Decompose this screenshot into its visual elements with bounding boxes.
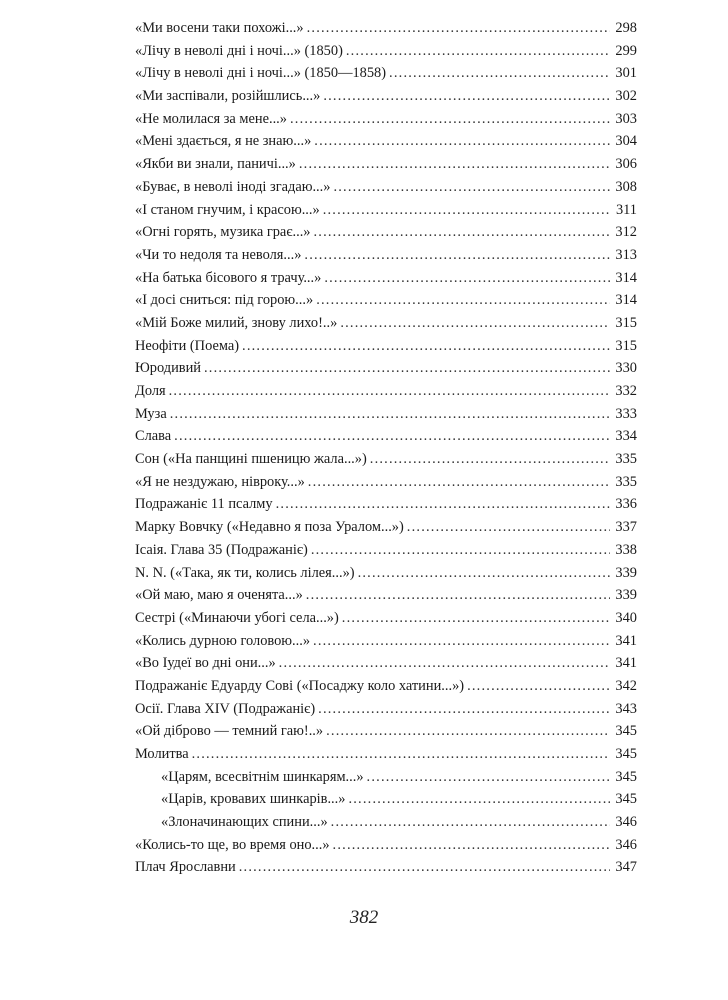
dot-leader: [192, 743, 610, 766]
toc-entry-title: «Ой маю, маю я оченята...»: [135, 587, 303, 604]
dot-leader: [311, 539, 610, 562]
toc-entry-page: 312: [615, 224, 637, 241]
toc-entry-title: «Ми восени таки похожі...»: [135, 20, 304, 36]
toc-entry-page: 306: [615, 156, 637, 173]
toc-entry: [135, 403, 637, 426]
toc-entry-page: 335: [615, 473, 637, 490]
toc-entry-title: «Злоначинающих спини...»: [161, 814, 328, 831]
dot-leader: [389, 62, 610, 85]
toc-entry-page: 340: [615, 609, 637, 626]
toc-entry-page: 342: [615, 677, 637, 694]
toc-entry: [135, 584, 637, 607]
toc-entry-page: 339: [615, 564, 637, 581]
dot-leader: [239, 856, 610, 879]
toc-entry-page: 315: [615, 337, 637, 354]
toc-entry-title: Сестрі («Минаючи убогі села...»): [135, 609, 339, 626]
toc-entry: [135, 221, 637, 244]
toc-entry-title: Ісаія. Глава 35 (Подражаніє): [135, 541, 308, 558]
toc-entry-title: «Колись-то ще, во время оно...»: [135, 836, 330, 853]
toc-entry-page: 345: [615, 746, 637, 762]
dot-leader: [333, 834, 610, 857]
toc-entry-page: 315: [615, 314, 637, 331]
toc-entry-page: 301: [615, 65, 637, 82]
dot-leader: [308, 471, 610, 494]
toc-entry-page: 308: [615, 178, 637, 195]
dot-leader: [299, 153, 610, 176]
dot-leader: [313, 221, 610, 244]
toc-entry: [135, 176, 637, 199]
toc-entry-title: «І досі сниться: під горою...»: [135, 292, 314, 309]
toc-entry: [135, 448, 637, 471]
toc-entry-page: 304: [615, 133, 637, 150]
toc-entry-title: «Чи то недоля та неволя...»: [135, 246, 302, 263]
dot-leader: [242, 335, 610, 358]
dot-leader: [290, 108, 610, 131]
toc-entry-title: «Колись дурною головою...»: [135, 632, 311, 649]
toc-entry-page: 303: [615, 110, 637, 127]
toc-entry-title: «На батька бісового я трачу...»: [135, 269, 322, 286]
toc-entry-page: 332: [615, 383, 637, 399]
page-number: 382: [349, 907, 379, 928]
toc-entry-page: 302: [615, 88, 637, 105]
toc-entry: [135, 40, 637, 63]
toc-entry: [135, 493, 637, 516]
dot-leader: [340, 312, 610, 335]
toc-entry-title: «Лічу в неволі дні і ночі...» (1850—1858): [135, 65, 387, 82]
toc-entry: [135, 607, 637, 630]
toc-entry-title: Плач Ярославни: [135, 859, 236, 876]
toc-entry-title: Подражаніє Едуарду Сові («Посаджу коло хатини...»): [135, 677, 465, 694]
toc-entry-page: 346: [615, 814, 637, 831]
toc-entry-title: «Царів, кровавих шинкарів...»: [161, 791, 346, 808]
dot-leader: [323, 85, 610, 108]
dot-leader: [314, 130, 610, 153]
toc-entry-title: «Не молилася за мене...»: [135, 110, 287, 127]
toc-entry: [135, 335, 637, 358]
toc-entry-title: «Ми заспівали, розійшлись...»: [135, 88, 321, 105]
toc-entry: [135, 289, 637, 312]
dot-leader: [307, 17, 610, 40]
toc-entry: [135, 630, 637, 653]
toc-entry-page: 341: [615, 655, 637, 672]
toc-entry-title: Марку Вовчку («Недавно я поза Уралом...»): [135, 519, 404, 536]
dot-leader: [370, 448, 610, 471]
toc-entry-title: Подражаніє 11 псалму: [135, 496, 273, 513]
toc-entry: [135, 267, 637, 290]
toc-entry: [135, 153, 637, 176]
toc-entry: [135, 788, 637, 811]
toc-entry-page: 339: [615, 587, 637, 604]
dot-leader: [304, 244, 610, 267]
toc-entry: [135, 539, 637, 562]
toc-entry-page: 330: [615, 360, 637, 377]
dot-leader: [346, 40, 610, 63]
dot-leader: [169, 380, 610, 403]
toc-entry-title: Неофіти (Поема): [135, 337, 240, 354]
toc-entry: [135, 562, 637, 585]
toc-entry-title: «Лічу в неволі дні і ночі...» (1850): [135, 42, 343, 59]
dot-leader: [324, 267, 610, 290]
dot-leader: [279, 652, 610, 675]
dot-leader: [326, 720, 610, 743]
toc-entry-title: «Я не нездужаю, нівроку...»: [135, 473, 305, 490]
toc-entry-title: «Во Іудеї во дні они...»: [135, 655, 276, 672]
toc-entry: [135, 85, 637, 108]
toc-entry-page: 333: [615, 405, 637, 422]
toc-entry: [135, 652, 637, 675]
toc-entry: [135, 380, 637, 403]
toc-entry: [135, 244, 637, 267]
toc-entry: [135, 17, 637, 40]
toc-entry: [135, 312, 637, 335]
toc-entry-title: «І станом гнучим, і красою...»: [135, 201, 320, 218]
toc-entry-page: 311: [615, 201, 637, 218]
toc-entry: [135, 357, 637, 380]
toc-entry-title: Доля: [135, 383, 166, 399]
dot-leader: [318, 698, 610, 721]
toc-entry-title: «Огні горять, музика грає...»: [135, 224, 311, 241]
toc-entry: [135, 720, 637, 743]
toc-entry-page: 345: [615, 768, 637, 785]
dot-leader: [316, 289, 610, 312]
toc-entry-page: 346: [615, 836, 637, 853]
dot-leader: [333, 176, 610, 199]
toc-entry-page: 338: [615, 541, 637, 558]
toc-entry: [135, 130, 637, 153]
toc-entry: [135, 516, 637, 539]
toc-entry-page: 313: [615, 246, 637, 263]
toc-entry-title: Юродивий: [135, 360, 201, 377]
toc-entry: [135, 743, 637, 766]
toc-entry-page: 334: [615, 428, 637, 445]
toc-entry: [135, 698, 637, 721]
toc-entry-page: 341: [615, 632, 637, 649]
table-of-contents: [135, 17, 637, 879]
dot-leader: [204, 357, 610, 380]
toc-entry: [135, 425, 637, 448]
dot-leader: [276, 493, 610, 516]
toc-entry-title: «Буває, в неволі іноді згадаю...»: [135, 178, 331, 195]
toc-entry-title: Сон («На панщині пшеницю жала...»): [135, 451, 367, 468]
toc-entry: [135, 471, 637, 494]
toc-entry-title: Осії. Глава XIV (Подражаніє): [135, 700, 316, 717]
toc-entry-title: Слава: [135, 428, 172, 445]
toc-entry-title: Молитва: [135, 746, 189, 762]
dot-leader: [467, 675, 610, 698]
toc-entry-title: Муза: [135, 405, 167, 422]
toc-entry-page: 335: [615, 451, 637, 468]
dot-leader: [331, 811, 610, 834]
dot-leader: [407, 516, 610, 539]
dot-leader: [342, 607, 610, 630]
toc-entry-page: 345: [615, 723, 637, 740]
toc-entry-title: «Якби ви знали, паничі...»: [135, 156, 296, 173]
toc-entry-page: 343: [615, 700, 637, 717]
dot-leader: [306, 584, 610, 607]
toc-entry-page: 345: [615, 791, 637, 808]
toc-entry-page: 336: [615, 496, 637, 513]
dot-leader: [348, 788, 610, 811]
toc-entry-page: 314: [615, 269, 637, 286]
dot-leader: [323, 199, 610, 222]
toc-entry-title: «Ой діброво — темний гаю!..»: [135, 723, 324, 740]
toc-entry-title: «Мій Боже милий, знову лихо!..»: [135, 314, 338, 331]
dot-leader: [367, 766, 610, 789]
dot-leader: [170, 403, 610, 426]
toc-entry: [135, 834, 637, 857]
dot-leader: [358, 562, 610, 585]
toc-entry: [135, 199, 637, 222]
toc-entry-page: 337: [615, 519, 637, 536]
toc-entry-title: «Мені здається, я не знаю...»: [135, 133, 312, 150]
toc-entry: [135, 766, 637, 789]
dot-leader: [174, 425, 610, 448]
toc-entry: [135, 856, 637, 879]
toc-entry: [135, 675, 637, 698]
toc-entry-page: 314: [615, 292, 637, 309]
toc-entry: [135, 62, 637, 85]
dot-leader: [313, 630, 610, 653]
toc-entry-page: 299: [615, 42, 637, 59]
toc-entry-title: N. N. («Така, як ти, колись лілея...»): [135, 564, 355, 581]
toc-entry-page: 347: [615, 859, 637, 876]
toc-entry-title: «Царям, всесвітнім шинкарям...»: [161, 768, 364, 785]
toc-entry: [135, 811, 637, 834]
toc-entry: [135, 108, 637, 131]
toc-entry-page: 298: [615, 20, 637, 36]
